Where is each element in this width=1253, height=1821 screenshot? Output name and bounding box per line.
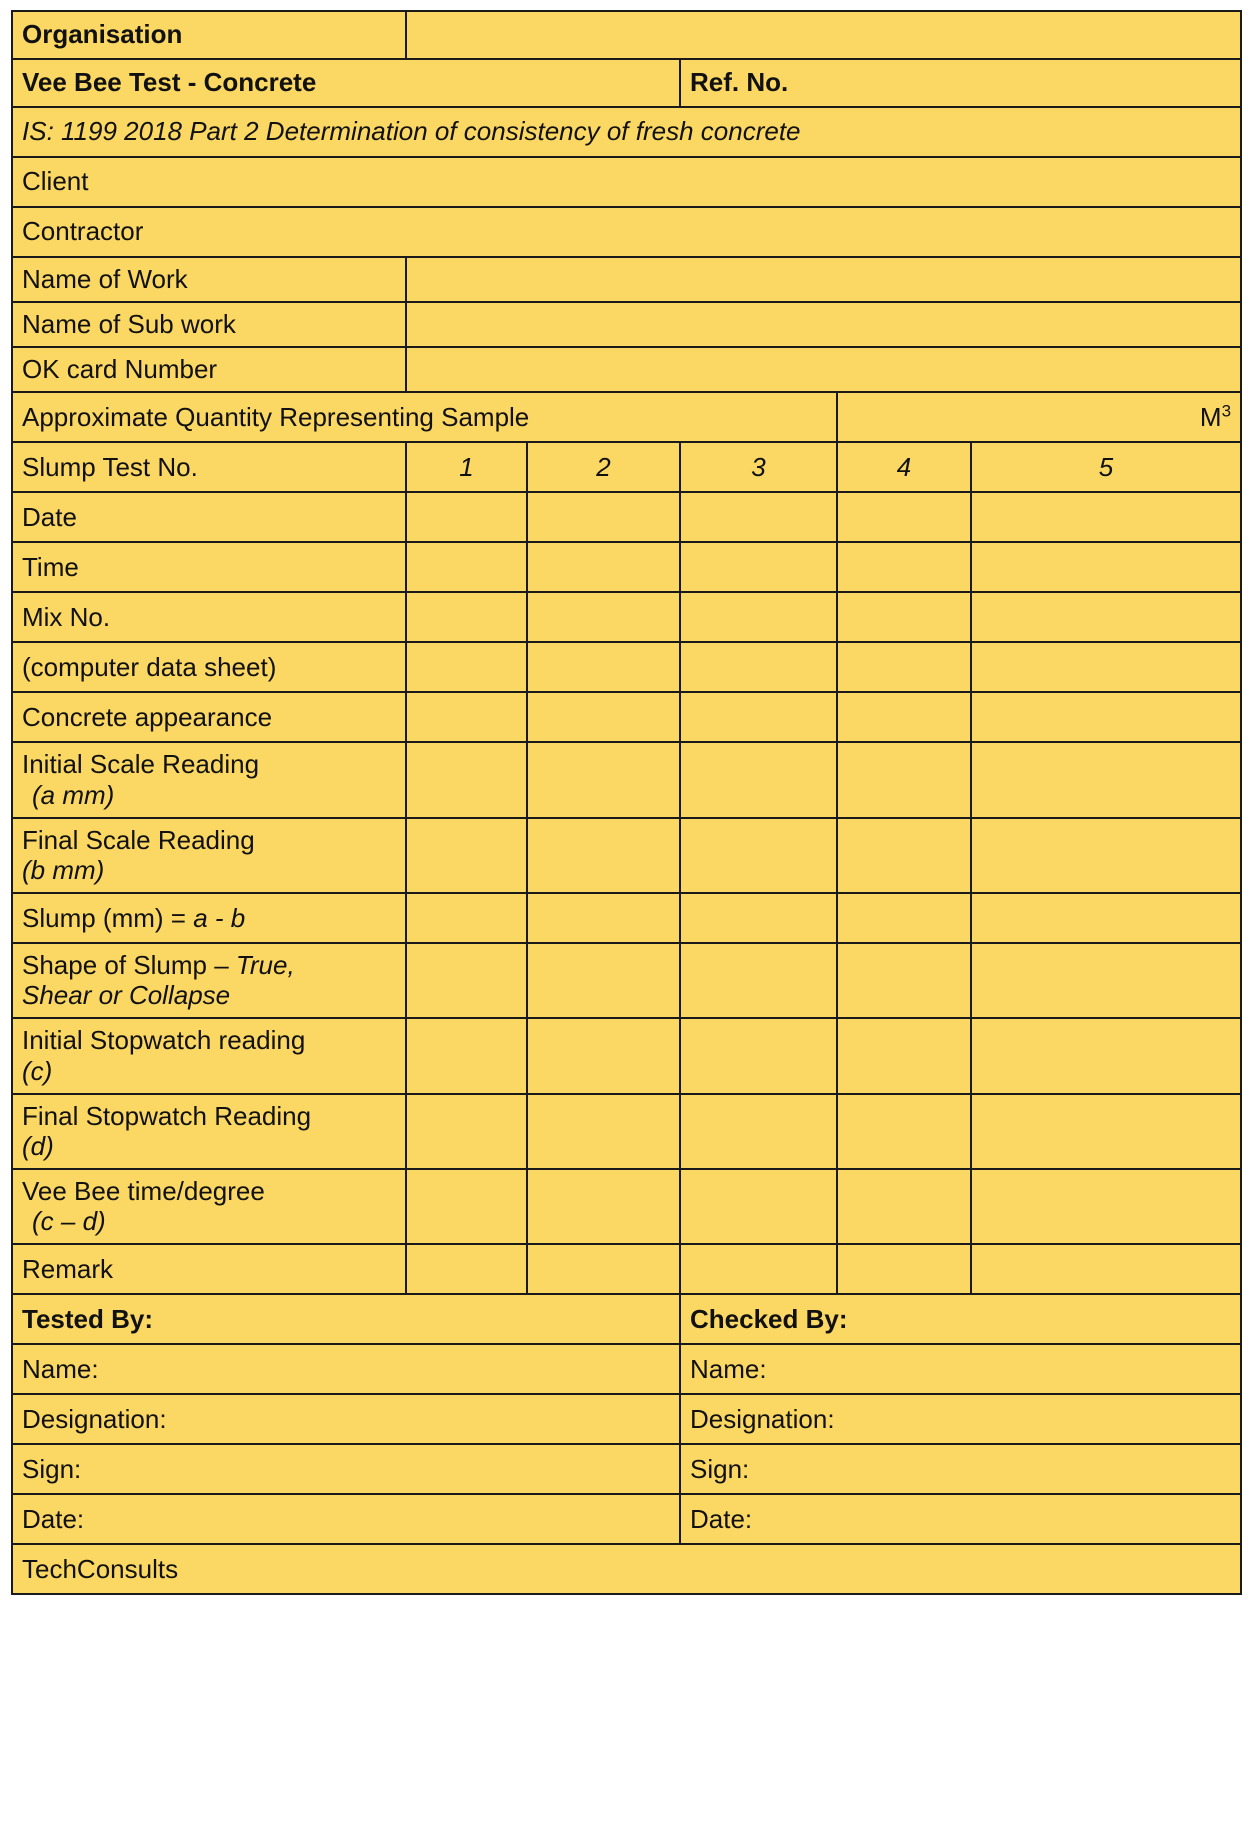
cell-computer-data-sheet-5[interactable] [971, 642, 1241, 692]
approximate-quantity-label: Approximate Quantity Representing Sample [12, 392, 837, 442]
cell-mix-no-4[interactable] [837, 592, 971, 642]
cell-time-3[interactable] [680, 542, 837, 592]
unit-base: M [1199, 401, 1222, 432]
table-row [12, 1018, 1241, 1093]
row-name-of-sub-work [12, 302, 1241, 347]
label-line1: Shape of Slump – [22, 950, 236, 981]
table-row [12, 692, 1241, 742]
field-ok-card-number-label: OK card Number [12, 347, 406, 392]
row-label-slump-formula [12, 893, 406, 943]
slump-test-no-label: Slump Test No. [12, 442, 406, 492]
cell-initial-stopwatch-5[interactable] [971, 1018, 1241, 1093]
table-row [12, 818, 1241, 893]
cell-slump-1[interactable] [406, 893, 527, 943]
vee-bee-test-form [11, 10, 1242, 1595]
cell-concrete-appearance-5[interactable] [971, 692, 1241, 742]
cell-initial-scale-reading-4[interactable] [837, 742, 971, 817]
cell-initial-scale-reading-3[interactable] [680, 742, 837, 817]
cell-shape-of-slump-4[interactable] [837, 943, 971, 1018]
cell-vee-bee-time-5[interactable] [971, 1169, 1241, 1244]
cell-mix-no-1[interactable] [406, 592, 527, 642]
cell-computer-data-sheet-3[interactable] [680, 642, 837, 692]
column-header-1: 1 [406, 442, 527, 492]
cell-date-1[interactable] [406, 492, 527, 542]
table-row [12, 542, 1241, 592]
cell-initial-stopwatch-2[interactable] [527, 1018, 680, 1093]
cell-final-scale-reading-5[interactable] [971, 818, 1241, 893]
column-header-4: 4 [837, 442, 971, 492]
cell-initial-scale-reading-1[interactable] [406, 742, 527, 817]
label-line2: (b mm) [22, 854, 105, 885]
cell-final-stopwatch-5[interactable] [971, 1094, 1241, 1169]
table-row [12, 893, 1241, 943]
row-label-time: Time [12, 542, 406, 592]
unit-exponent: 3 [1221, 401, 1232, 421]
row-approximate-quantity [12, 392, 1241, 442]
cell-remark-3[interactable] [680, 1244, 837, 1294]
checked-by-heading: Checked By: [680, 1294, 1241, 1344]
cell-time-5[interactable] [971, 542, 1241, 592]
table-row [12, 492, 1241, 542]
row-name-of-work [12, 257, 1241, 302]
label-line1: Slump (mm) = [22, 902, 194, 933]
cell-final-scale-reading-1[interactable] [406, 818, 527, 893]
cell-mix-no-3[interactable] [680, 592, 837, 642]
row-title [12, 59, 1241, 107]
cell-final-stopwatch-2[interactable] [527, 1094, 680, 1169]
row-signoff-name [12, 1344, 1241, 1394]
cell-initial-scale-reading-2[interactable] [527, 742, 680, 817]
cell-mix-no-2[interactable] [527, 592, 680, 642]
row-label-computer-data-sheet: (computer data sheet) [12, 642, 406, 692]
cell-computer-data-sheet-4[interactable] [837, 642, 971, 692]
row-slump-test-no-header [12, 442, 1241, 492]
label-line1: Final Stopwatch Reading [22, 1100, 312, 1131]
cell-initial-scale-reading-5[interactable] [971, 742, 1241, 817]
tested-by-sign-label[interactable]: Sign: [12, 1444, 680, 1494]
row-organisation [12, 11, 1241, 59]
cell-slump-3[interactable] [680, 893, 837, 943]
cell-final-stopwatch-4[interactable] [837, 1094, 971, 1169]
cell-slump-4[interactable] [837, 893, 971, 943]
row-signoff-designation [12, 1394, 1241, 1444]
label-line1: Final Scale Reading [22, 824, 255, 855]
cell-computer-data-sheet-1[interactable] [406, 642, 527, 692]
cell-shape-of-slump-3[interactable] [680, 943, 837, 1018]
cell-concrete-appearance-1[interactable] [406, 692, 527, 742]
table-row [12, 592, 1241, 642]
tested-by-date-label[interactable]: Date: [12, 1494, 680, 1544]
cell-shape-of-slump-1[interactable] [406, 943, 527, 1018]
cell-concrete-appearance-3[interactable] [680, 692, 837, 742]
cell-initial-stopwatch-4[interactable] [837, 1018, 971, 1093]
field-name-of-work-label: Name of Work [12, 257, 406, 302]
field-client-label[interactable]: Client [12, 157, 1241, 207]
table-row [12, 1094, 1241, 1169]
table-row [12, 1169, 1241, 1244]
row-label-shape-of-slump [12, 943, 406, 1018]
cell-initial-stopwatch-1[interactable] [406, 1018, 527, 1093]
cell-final-scale-reading-4[interactable] [837, 818, 971, 893]
field-ok-card-number-value[interactable] [406, 347, 1241, 392]
row-label-initial-stopwatch-reading [12, 1018, 406, 1093]
row-ok-card-number [12, 347, 1241, 392]
cell-date-2[interactable] [527, 492, 680, 542]
checked-by-designation-label[interactable]: Designation: [680, 1394, 1241, 1444]
cell-vee-bee-time-4[interactable] [837, 1169, 971, 1244]
field-name-of-sub-work-label: Name of Sub work [12, 302, 406, 347]
cell-final-scale-reading-2[interactable] [527, 818, 680, 893]
cell-shape-of-slump-2[interactable] [527, 943, 680, 1018]
cell-remark-2[interactable] [527, 1244, 680, 1294]
row-signoff-headings [12, 1294, 1241, 1344]
tested-by-designation-label[interactable]: Designation: [12, 1394, 680, 1444]
cell-final-stopwatch-3[interactable] [680, 1094, 837, 1169]
cell-remark-5[interactable] [971, 1244, 1241, 1294]
cell-concrete-appearance-4[interactable] [837, 692, 971, 742]
cell-concrete-appearance-2[interactable] [527, 692, 680, 742]
row-label-date: Date [12, 492, 406, 542]
row-contractor [12, 207, 1241, 257]
row-label-final-stopwatch-reading [12, 1094, 406, 1169]
column-header-5: 5 [971, 442, 1241, 492]
tested-by-heading: Tested By: [12, 1294, 680, 1344]
column-header-3: 3 [680, 442, 837, 492]
table-row [12, 943, 1241, 1018]
cell-date-3[interactable] [680, 492, 837, 542]
cell-vee-bee-time-1[interactable] [406, 1169, 527, 1244]
table-row [12, 642, 1241, 692]
cell-time-1[interactable] [406, 542, 527, 592]
row-footer [12, 1544, 1241, 1594]
cell-mix-no-5[interactable] [971, 592, 1241, 642]
label-line1: Vee Bee time/degree [22, 1176, 265, 1207]
cell-final-stopwatch-1[interactable] [406, 1094, 527, 1169]
field-name-of-sub-work-value[interactable] [406, 302, 1241, 347]
row-client [12, 157, 1241, 207]
cell-computer-data-sheet-2[interactable] [527, 642, 680, 692]
ref-no-label: Ref. No. [680, 59, 1241, 107]
cell-slump-5[interactable] [971, 893, 1241, 943]
approximate-quantity-unit[interactable] [837, 392, 1241, 442]
cell-remark-4[interactable] [837, 1244, 971, 1294]
cell-final-scale-reading-3[interactable] [680, 818, 837, 893]
cell-slump-2[interactable] [527, 893, 680, 943]
row-label-remark: Remark [12, 1244, 406, 1294]
row-label-final-scale-reading [12, 818, 406, 893]
cell-date-4[interactable] [837, 492, 971, 542]
table-row [12, 1244, 1241, 1294]
table-row [12, 742, 1241, 817]
checked-by-sign-label[interactable]: Sign: [680, 1444, 1241, 1494]
cell-vee-bee-time-3[interactable] [680, 1169, 837, 1244]
row-label-vee-bee-time-degree [12, 1169, 406, 1244]
checked-by-date-label[interactable]: Date: [680, 1494, 1241, 1544]
row-label-mix-no: Mix No. [12, 592, 406, 642]
checked-by-name-label[interactable]: Name: [680, 1344, 1241, 1394]
row-label-concrete-appearance: Concrete appearance [12, 692, 406, 742]
label-line2: (c) [22, 1055, 53, 1086]
footer-company: TechConsults [12, 1544, 1241, 1594]
cell-date-5[interactable] [971, 492, 1241, 542]
label-line1: Initial Stopwatch reading [22, 1025, 306, 1056]
cell-shape-of-slump-5[interactable] [971, 943, 1241, 1018]
tested-by-name-label[interactable]: Name: [12, 1344, 680, 1394]
row-standard [12, 107, 1241, 157]
standard-reference: IS: 1199 2018 Part 2 Determination of consistency of fresh concrete [12, 107, 1241, 157]
field-name-of-work-value[interactable] [406, 257, 1241, 302]
cell-time-4[interactable] [837, 542, 971, 592]
cell-time-2[interactable] [527, 542, 680, 592]
label-tail: True, [235, 950, 295, 981]
column-header-2: 2 [527, 442, 680, 492]
field-contractor-label[interactable]: Contractor [12, 207, 1241, 257]
label-line2: Shear or Collapse [22, 980, 231, 1011]
row-signoff-sign [12, 1444, 1241, 1494]
form-title: Vee Bee Test - Concrete [12, 59, 680, 107]
organisation-label: Organisation [12, 11, 406, 59]
cell-initial-stopwatch-3[interactable] [680, 1018, 837, 1093]
label-line1: Initial Scale Reading [22, 749, 260, 780]
label-line2: (c – d) [32, 1206, 106, 1237]
cell-vee-bee-time-2[interactable] [527, 1169, 680, 1244]
label-line2: (a mm) [32, 779, 115, 810]
row-signoff-date [12, 1494, 1241, 1544]
organisation-value[interactable] [406, 11, 1241, 59]
row-label-initial-scale-reading [12, 742, 406, 817]
label-line2: (d) [22, 1130, 54, 1161]
label-tail: a - b [193, 902, 246, 933]
cell-remark-1[interactable] [406, 1244, 527, 1294]
